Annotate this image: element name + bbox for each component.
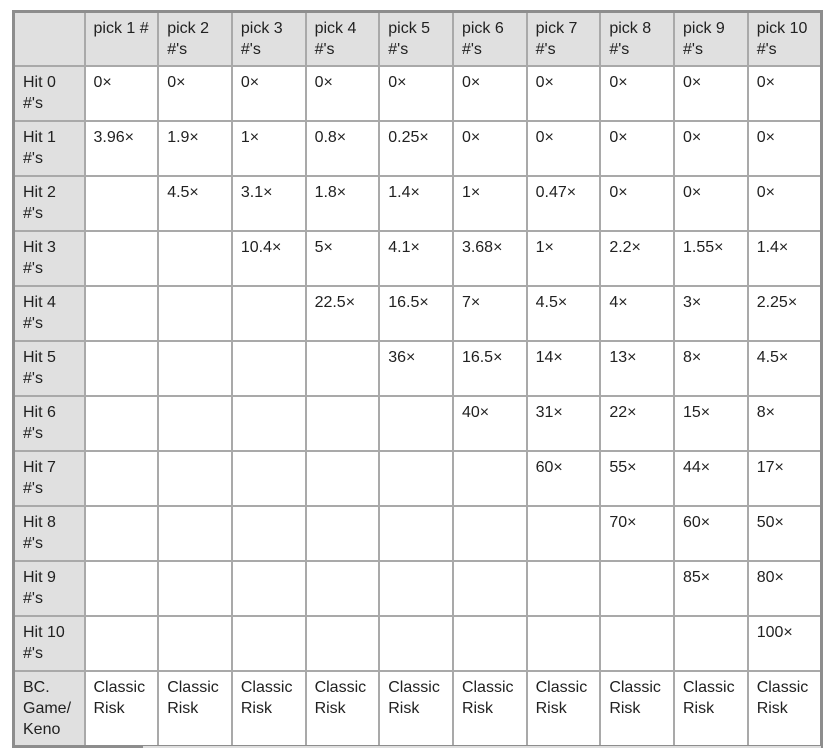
payout-cell: [306, 616, 380, 671]
payout-cell: 0×: [748, 176, 822, 231]
payout-cell: 0×: [232, 66, 306, 121]
payout-cell: [306, 561, 380, 616]
payout-cell: 70×: [600, 506, 674, 561]
payout-cell: 17×: [748, 451, 822, 506]
payout-cell: [232, 451, 306, 506]
payout-cell: [232, 286, 306, 341]
payout-cell: [600, 561, 674, 616]
payout-cell: 1×: [453, 176, 527, 231]
payout-cell: [232, 396, 306, 451]
column-header-cell: pick 3 #'s: [232, 12, 306, 67]
payout-cell: 0×: [453, 121, 527, 176]
payout-cell: 60×: [674, 506, 748, 561]
table-row: [14, 506, 822, 561]
payout-cell: [379, 451, 453, 506]
row-header-cell: Hit 9 #'s: [14, 561, 85, 616]
payout-cell: 1.4×: [379, 176, 453, 231]
row-header-cell: BC. Game/Keno: [14, 671, 85, 747]
row-header-cell: Hit 4 #'s: [14, 286, 85, 341]
payout-cell: Classic Risk: [600, 671, 674, 747]
table-row: [14, 341, 822, 396]
table-row: [14, 176, 822, 231]
payout-cell: [453, 506, 527, 561]
payout-cell: 50×: [748, 506, 822, 561]
payout-cell: 4.5×: [527, 286, 601, 341]
payout-cell: [453, 561, 527, 616]
column-header-cell: pick 10 #'s: [748, 12, 822, 67]
table-row: [14, 231, 822, 286]
payout-cell: 0×: [600, 176, 674, 231]
payout-cell: [85, 451, 159, 506]
table-row: [14, 616, 822, 671]
payout-cell: 0.8×: [306, 121, 380, 176]
payout-cell: 15×: [674, 396, 748, 451]
table-row: [14, 451, 822, 506]
payout-cell: [85, 396, 159, 451]
payout-cell: [158, 451, 232, 506]
payout-cell: [379, 396, 453, 451]
payout-cell: [527, 616, 601, 671]
payout-cell: 0×: [527, 66, 601, 121]
payout-cell: [379, 506, 453, 561]
payout-cell: 36×: [379, 341, 453, 396]
column-header-cell: pick 9 #'s: [674, 12, 748, 67]
payout-cell: Classic Risk: [85, 671, 159, 747]
row-header-cell: Hit 6 #'s: [14, 396, 85, 451]
payout-cell: [527, 561, 601, 616]
payout-cell: [600, 616, 674, 671]
payout-cell: Classic Risk: [232, 671, 306, 747]
row-header-cell: Hit 2 #'s: [14, 176, 85, 231]
payout-cell: [306, 451, 380, 506]
payout-cell: [232, 561, 306, 616]
payout-cell: [453, 451, 527, 506]
table-row: [14, 121, 822, 176]
payout-cell: 22×: [600, 396, 674, 451]
payout-cell: [158, 231, 232, 286]
payout-cell: 5×: [306, 231, 380, 286]
payout-cell: 3.1×: [232, 176, 306, 231]
payout-cell: 1.55×: [674, 231, 748, 286]
table-row: [14, 66, 822, 121]
payout-cell: [158, 561, 232, 616]
payout-cell: Classic Risk: [379, 671, 453, 747]
row-header-cell: Hit 1 #'s: [14, 121, 85, 176]
payout-cell: 3.96×: [85, 121, 159, 176]
column-header-cell: pick 1 #: [85, 12, 159, 67]
payout-cell: 3.68×: [453, 231, 527, 286]
payout-cell: 0×: [674, 176, 748, 231]
payout-cell: 3×: [674, 286, 748, 341]
payout-cell: 44×: [674, 451, 748, 506]
row-header-cell: Hit 7 #'s: [14, 451, 85, 506]
column-header-cell: pick 8 #'s: [600, 12, 674, 67]
payout-cell: 16.5×: [379, 286, 453, 341]
payout-cell: [379, 616, 453, 671]
row-header-cell: Hit 0 #'s: [14, 66, 85, 121]
payout-cell: Classic Risk: [453, 671, 527, 747]
payout-cell: [674, 616, 748, 671]
payout-cell: 2.2×: [600, 231, 674, 286]
payout-cell: 0×: [748, 121, 822, 176]
column-header-cell: pick 6 #'s: [453, 12, 527, 67]
payout-cell: Classic Risk: [748, 671, 822, 747]
table-row: [14, 561, 822, 616]
corner-header-cell: [14, 12, 85, 67]
payout-cell: 4.5×: [158, 176, 232, 231]
payout-cell: Classic Risk: [674, 671, 748, 747]
payout-cell: [158, 341, 232, 396]
payout-cell: Classic Risk: [306, 671, 380, 747]
payout-cell: 8×: [674, 341, 748, 396]
payout-cell: [232, 616, 306, 671]
payout-cell: [85, 506, 159, 561]
row-header-cell: Hit 10 #'s: [14, 616, 85, 671]
payout-cell: [85, 176, 159, 231]
payout-cell: [232, 341, 306, 396]
row-header-cell: Hit 5 #'s: [14, 341, 85, 396]
payout-cell: 55×: [600, 451, 674, 506]
column-header-cell: pick 4 #'s: [306, 12, 380, 67]
column-header-cell: pick 5 #'s: [379, 12, 453, 67]
row-header-cell: Hit 8 #'s: [14, 506, 85, 561]
payout-cell: 8×: [748, 396, 822, 451]
payout-cell: [85, 561, 159, 616]
payout-cell: Classic Risk: [527, 671, 601, 747]
payout-cell: [85, 616, 159, 671]
payout-cell: 0×: [158, 66, 232, 121]
payout-cell: 1×: [527, 231, 601, 286]
payout-cell: 1.4×: [748, 231, 822, 286]
payout-cell: 4.1×: [379, 231, 453, 286]
payout-cell: 31×: [527, 396, 601, 451]
payout-cell: [158, 286, 232, 341]
payout-cell: 2.25×: [748, 286, 822, 341]
column-header-cell: pick 7 #'s: [527, 12, 601, 67]
payout-cell: 0×: [453, 66, 527, 121]
payout-cell: 60×: [527, 451, 601, 506]
payout-cell: 0×: [600, 121, 674, 176]
table-row: [14, 671, 822, 747]
payout-cell: [85, 341, 159, 396]
column-header-cell: pick 2 #'s: [158, 12, 232, 67]
payout-cell: 4.5×: [748, 341, 822, 396]
payout-cell: 4×: [600, 286, 674, 341]
payout-cell: 0×: [527, 121, 601, 176]
payout-cell: 0×: [600, 66, 674, 121]
payout-cell: 0×: [674, 121, 748, 176]
table-body: [14, 66, 822, 747]
payout-cell: 1×: [232, 121, 306, 176]
payout-cell: [306, 396, 380, 451]
payout-cell: [232, 506, 306, 561]
payout-cell: 14×: [527, 341, 601, 396]
payout-cell: 13×: [600, 341, 674, 396]
payout-cell: [158, 506, 232, 561]
payout-cell: 0.47×: [527, 176, 601, 231]
header-row: [14, 12, 822, 67]
payout-cell: 7×: [453, 286, 527, 341]
payout-cell: [306, 341, 380, 396]
payout-cell: 0×: [306, 66, 380, 121]
payout-cell: 100×: [748, 616, 822, 671]
table-row: [14, 286, 822, 341]
payout-cell: [158, 396, 232, 451]
payout-cell: 0×: [748, 66, 822, 121]
payout-cell: [527, 506, 601, 561]
payout-cell: 80×: [748, 561, 822, 616]
payout-cell: [306, 506, 380, 561]
payout-cell: 85×: [674, 561, 748, 616]
table-header: [14, 12, 822, 67]
payout-cell: 10.4×: [232, 231, 306, 286]
payout-cell: 40×: [453, 396, 527, 451]
payout-cell: 16.5×: [453, 341, 527, 396]
row-header-cell: Hit 3 #'s: [14, 231, 85, 286]
keno-payout-table: [12, 10, 823, 748]
payout-cell: 0×: [85, 66, 159, 121]
payout-cell: [379, 561, 453, 616]
table-row: [14, 396, 822, 451]
payout-cell: 0×: [379, 66, 453, 121]
payout-cell: [453, 616, 527, 671]
payout-cell: Classic Risk: [158, 671, 232, 747]
payout-cell: 1.8×: [306, 176, 380, 231]
payout-cell: 1.9×: [158, 121, 232, 176]
content-below-divider: [143, 746, 821, 748]
payout-cell: 22.5×: [306, 286, 380, 341]
payout-cell: [158, 616, 232, 671]
payout-cell: [85, 231, 159, 286]
payout-cell: [85, 286, 159, 341]
payout-cell: 0×: [674, 66, 748, 121]
payout-cell: 0.25×: [379, 121, 453, 176]
